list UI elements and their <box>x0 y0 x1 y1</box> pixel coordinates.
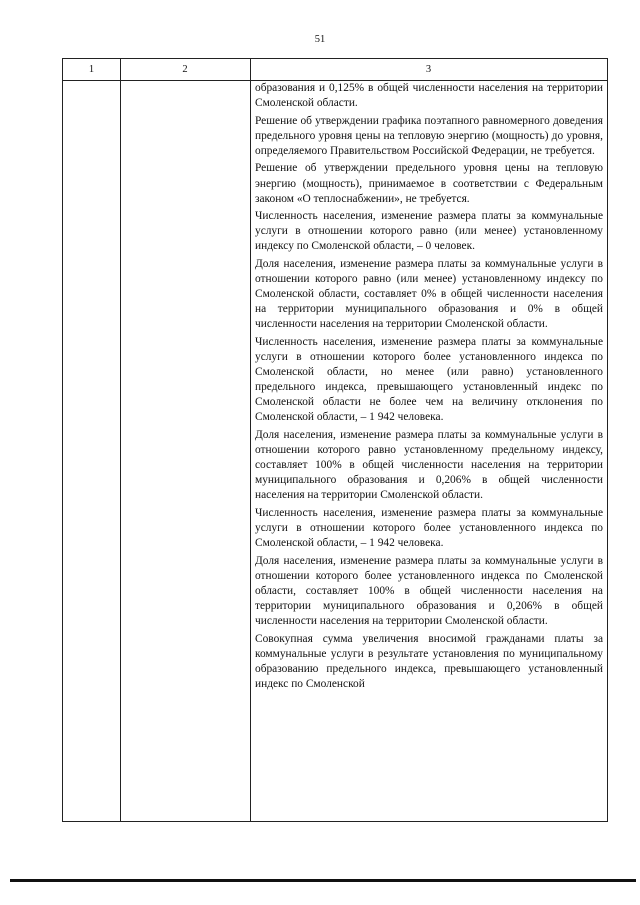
paragraph: Численность населения, изменение размера платы за коммунальные услуги в отношении которого равно (или менее) установленному индексу по Смоленской области, – 0 человек. <box>255 210 603 253</box>
column-divider-2 <box>250 59 251 821</box>
paragraph: Доля населения, изменение размера платы за коммунальные услуги в отношении которого равно (или менее) установленному индексу по Смоленской области, составляет 0% в общей численности населения на территории муниципального образования и 0% в общей численности населения на территории Смоленской области. <box>255 258 603 331</box>
paragraph: Совокупная сумма увеличения вносимой гражданами платы за коммунальные услуги в результате установления по муниципальному образованию предельного индекса, превышающего установленный индекс по Смоленской <box>255 632 603 691</box>
column-header-3: 3 <box>425 64 432 75</box>
paragraph: Численность населения, изменение размера платы за коммунальные услуги в отношении которого более установленного индекса по Смоленской области, но менее (или равно) установленного предельного индекса, превышающего установленный индекс по Смоленской области не более чем на величину отклонения по Смоленской области, – 1 942 человека. <box>255 336 603 424</box>
column-header-1: 1 <box>88 64 95 75</box>
page-number: 51 <box>314 34 326 45</box>
paragraph: Численность населения, изменение размера платы за коммунальные услуги в отношении которого более установленного индекса по Смоленской области, – 1 942 человека. <box>255 507 603 550</box>
paragraph: Решение об утверждении предельного уровня цены на тепловую энергию (мощность), принимаемое в соответствии с Федеральным законом «О теплоснабжении», не требуется. <box>255 162 603 205</box>
paragraph: образования и 0,125% в общей численности населения на территории Смоленской области. <box>255 82 603 110</box>
document-table <box>62 58 608 822</box>
table-header-row <box>63 59 607 81</box>
column-divider-1 <box>120 59 121 821</box>
column-3-content <box>255 81 603 695</box>
paragraph: Доля населения, изменение размера платы за коммунальные услуги в отношении которого более установленного индекса по Смоленской области, составляет 100% в общей численности населения на территории муниципального образования и 0,206% в общей численности населения на территории Смоленской области. <box>255 554 603 628</box>
paragraph: Доля населения, изменение размера платы за коммунальные услуги в отношении которого равно установленному предельному индексу, составляет 100% в общей численности населения на территории муниципального образования и 0,206% в общей численности населения на территории Смоленской области. <box>255 429 603 502</box>
column-header-2: 2 <box>182 64 188 75</box>
paragraph: Решение об утверждении графика поэтапного равномерного доведения предельного уровня цены на тепловую энергию (мощность) до уровня, определяемого Правительством Российской Федерации, не требуется. <box>255 114 603 157</box>
page-bottom-rule <box>10 879 636 882</box>
